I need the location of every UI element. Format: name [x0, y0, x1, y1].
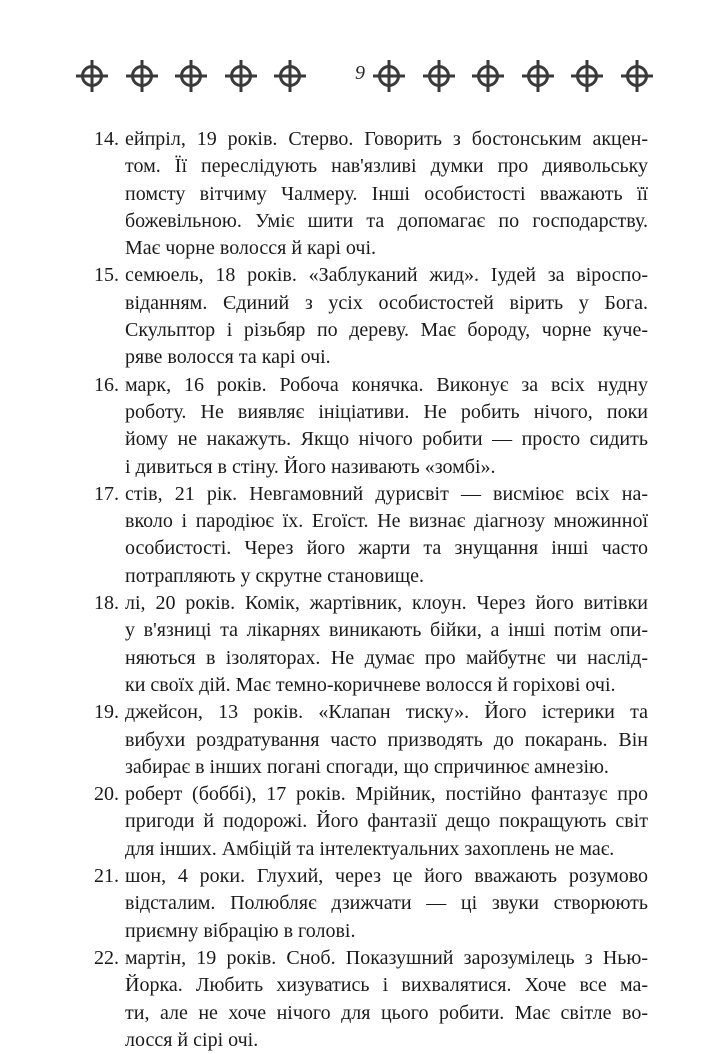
list-item-text: семюель, 18 років. «Заблуканий жид». Іудей за віроспо-	[125, 264, 648, 287]
text-line	[94, 863, 648, 890]
list-item	[94, 590, 648, 699]
text-line	[94, 836, 648, 863]
list-item-text: том. Її переслідують нав'язливі думки про диявольську	[125, 155, 648, 178]
list-item	[94, 481, 648, 590]
text-line	[94, 945, 648, 972]
list-item	[94, 945, 648, 1054]
list-item	[94, 372, 648, 481]
text-line	[94, 972, 648, 999]
text-line	[94, 754, 648, 781]
list-item-text: у в'язниці та лікарнях виникають бійки, а інші потім опи-	[125, 619, 648, 642]
list-item-text: помсту вітчиму Чалмеру. Інші особистості вважають її	[125, 182, 648, 205]
text-line	[94, 617, 648, 644]
text-line	[94, 153, 648, 180]
list-item-number: 22.	[94, 946, 119, 969]
list-item-number: 19.	[94, 701, 119, 724]
body-text	[94, 126, 648, 1054]
list-item-text: потрапляють у скрутне становище.	[125, 564, 424, 587]
text-line	[94, 181, 648, 208]
list-item-number: 18.	[94, 592, 119, 615]
text-line	[94, 808, 648, 835]
crosshair-icon	[619, 56, 655, 96]
text-line	[94, 481, 648, 508]
text-line	[94, 918, 648, 945]
list-item-text: приємну вібрацію в голові.	[125, 919, 356, 942]
list-item-text: марк, 16 років. Робоча конячка. Виконує за всіх нудну	[125, 373, 648, 396]
list-item-text: забирає в інших погані спогади, що спричинює амнезію.	[125, 755, 609, 778]
text-line	[94, 1027, 648, 1054]
crosshair-icon	[74, 56, 110, 96]
list-item-text: Йорка. Любить хизуватись і вихвалятися. Хоче все ма-	[125, 974, 648, 997]
text-line	[94, 727, 648, 754]
list-item-text: вибухи роздратування часто призводять до покарань. Він	[125, 728, 648, 751]
text-line	[94, 208, 648, 235]
text-line	[94, 235, 648, 262]
list-item-number: 21.	[94, 865, 119, 888]
list-item-text: шон, 4 роки. Глухий, через це його вважають розумово	[125, 865, 648, 888]
text-line	[94, 426, 648, 453]
text-line	[94, 290, 648, 317]
text-line	[94, 781, 648, 808]
list-item-text: йому не накажуть. Якщо нічого робити — просто сидить	[125, 428, 648, 451]
list-item-text: ки своїх дій. Має темно-коричневе волосся й горіхові очі.	[125, 673, 616, 696]
list-item-text: джейсон, 13 років. «Клапан тиску». Його істерики та	[125, 701, 648, 724]
crosshair-icon	[223, 56, 259, 96]
list-item-number: 14.	[94, 128, 119, 150]
text-line	[94, 317, 648, 344]
crosshair-icon	[173, 56, 209, 96]
list-item-text: особистості. Через його жарти та знущання інші часто	[125, 537, 648, 560]
list-item	[94, 262, 648, 371]
list-item-text: ейпріл, 19 років. Стерво. Говорить з бостонським акцен-	[125, 128, 648, 150]
crosshair-icon	[272, 56, 308, 96]
list-item	[94, 699, 648, 781]
text-line	[94, 590, 648, 617]
list-item-number: 16.	[94, 373, 119, 396]
list-item-text: роберт (боббі), 17 років. Мрійник, постійно фантазує про	[125, 783, 648, 806]
text-line	[94, 399, 648, 426]
page-number: 9	[355, 62, 365, 84]
text-line	[94, 563, 648, 590]
list-item-text: ряве волосся та карі очі.	[125, 346, 331, 369]
list-item-text: мартін, 19 років. Сноб. Показушний зарозумілець з Нью-	[125, 946, 648, 969]
list-item-text: для інших. Амбіцій та інтелектуальних захоплень не має.	[125, 837, 615, 860]
list-item-text: роботу. Не виявляє ініціативи. Не робить нічого, поки	[125, 400, 648, 423]
list-item	[94, 781, 648, 863]
list-item	[94, 126, 648, 262]
text-line	[94, 672, 648, 699]
list-item-text: вколо і пародіює їх. Егоїст. Не визнає діагнозу множинної	[125, 510, 648, 533]
text-line	[94, 699, 648, 726]
text-line	[94, 454, 648, 481]
list-item-text: лосся й сірі очі.	[125, 1028, 259, 1051]
list-item-text: і дивиться в стіну. Його називають «зомбі».	[125, 455, 496, 478]
list-item-text: пригоди й подорожі. Його фантазії дещо покращують світ	[125, 810, 648, 833]
list-item-text: няються в ізоляторах. Не думає про майбутнє чи наслід-	[125, 646, 648, 669]
list-item-number: 15.	[94, 264, 119, 287]
page-header	[74, 56, 646, 96]
crosshair-icon	[124, 56, 160, 96]
list-item-text: ти, але не хоче нічого для цього робити. Має світле во-	[125, 1001, 648, 1024]
list-item-text: відсталим. Полюбляє дзижчати — ці звуки створюють	[125, 892, 648, 915]
list-item-text: Скульптор і різьбяр по дереву. Має бороду, чорне куче-	[125, 319, 648, 342]
text-line	[94, 1000, 648, 1027]
text-line	[94, 645, 648, 672]
list-item-number: 17.	[94, 482, 119, 505]
list-item-text: стів, 21 рік. Невгамовний дурисвіт — висміює всіх на-	[125, 482, 648, 505]
text-line	[94, 890, 648, 917]
text-line	[94, 126, 648, 153]
crosshair-icon	[520, 56, 556, 96]
list-item-text: Має чорне волосся й карі очі.	[125, 237, 377, 260]
text-line	[94, 508, 648, 535]
list-item-number: 20.	[94, 783, 119, 806]
list-item-text: віданням. Єдиний з усіх особистостей вірить у Бога.	[125, 291, 648, 314]
text-line	[94, 262, 648, 289]
list-item	[94, 863, 648, 945]
crosshair-icon	[569, 56, 605, 96]
list-item-text: божевільною. Уміє шити та допомагає по господарству.	[125, 209, 648, 232]
list-item-text: лі, 20 років. Комік, жартівник, клоун. Через його витівки	[125, 592, 648, 615]
text-line	[94, 372, 648, 399]
crosshair-icon	[470, 56, 506, 96]
crosshair-icon	[421, 56, 457, 96]
text-line	[94, 344, 648, 371]
text-line	[94, 535, 648, 562]
